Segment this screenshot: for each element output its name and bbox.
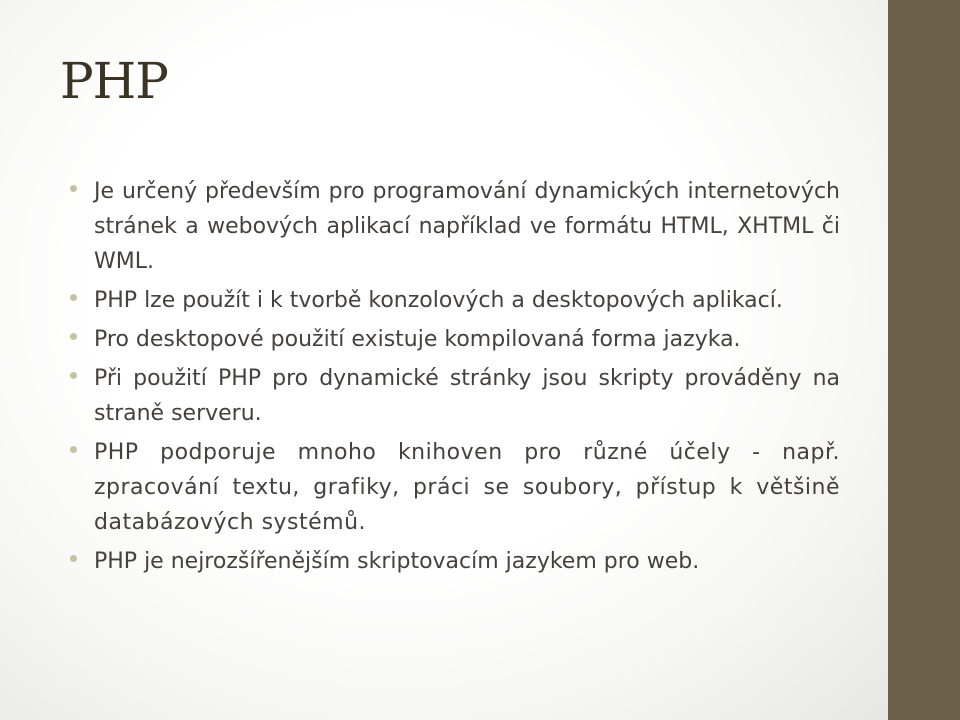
bullet-item xyxy=(94,174,840,279)
bullet-item xyxy=(94,283,840,318)
bullet-dot-icon xyxy=(70,372,77,379)
bullet-dot-icon xyxy=(70,294,77,301)
bullet-dot-icon xyxy=(70,555,77,562)
bullet-dot-icon xyxy=(70,333,77,340)
bullet-text: PHP lze použít i k tvorbě konzolových a desktopových aplikací. xyxy=(94,288,783,313)
bullet-item xyxy=(94,322,840,357)
bullet-text: PHP je nejrozšířenějším skriptovacím jazykem pro web. xyxy=(94,549,700,574)
side-band xyxy=(888,0,960,720)
bullet-dot-icon xyxy=(70,185,77,192)
bullet-text: Je určený především pro programování dynamických internetových stránek a webových aplikací například ve formátu HTML, XHTML či WML. xyxy=(94,179,840,274)
bullet-text: Při použití PHP pro dynamické stránky jsou skripty prováděny na straně serveru. xyxy=(94,366,840,426)
bullet-item xyxy=(94,435,840,540)
bullet-text: PHP podporuje mnoho knihoven pro různé účely - např. zpracování textu, grafiky, práci se soubory, přístup k většině databázových systémů. xyxy=(94,440,840,535)
slide-title: PHP xyxy=(60,52,168,110)
bullet-item xyxy=(94,544,840,579)
bullet-text: Pro desktopové použití existuje kompilovaná forma jazyka. xyxy=(94,327,741,352)
bullet-dot-icon xyxy=(70,446,77,453)
bullet-item xyxy=(94,361,840,431)
bullet-list xyxy=(94,174,840,583)
